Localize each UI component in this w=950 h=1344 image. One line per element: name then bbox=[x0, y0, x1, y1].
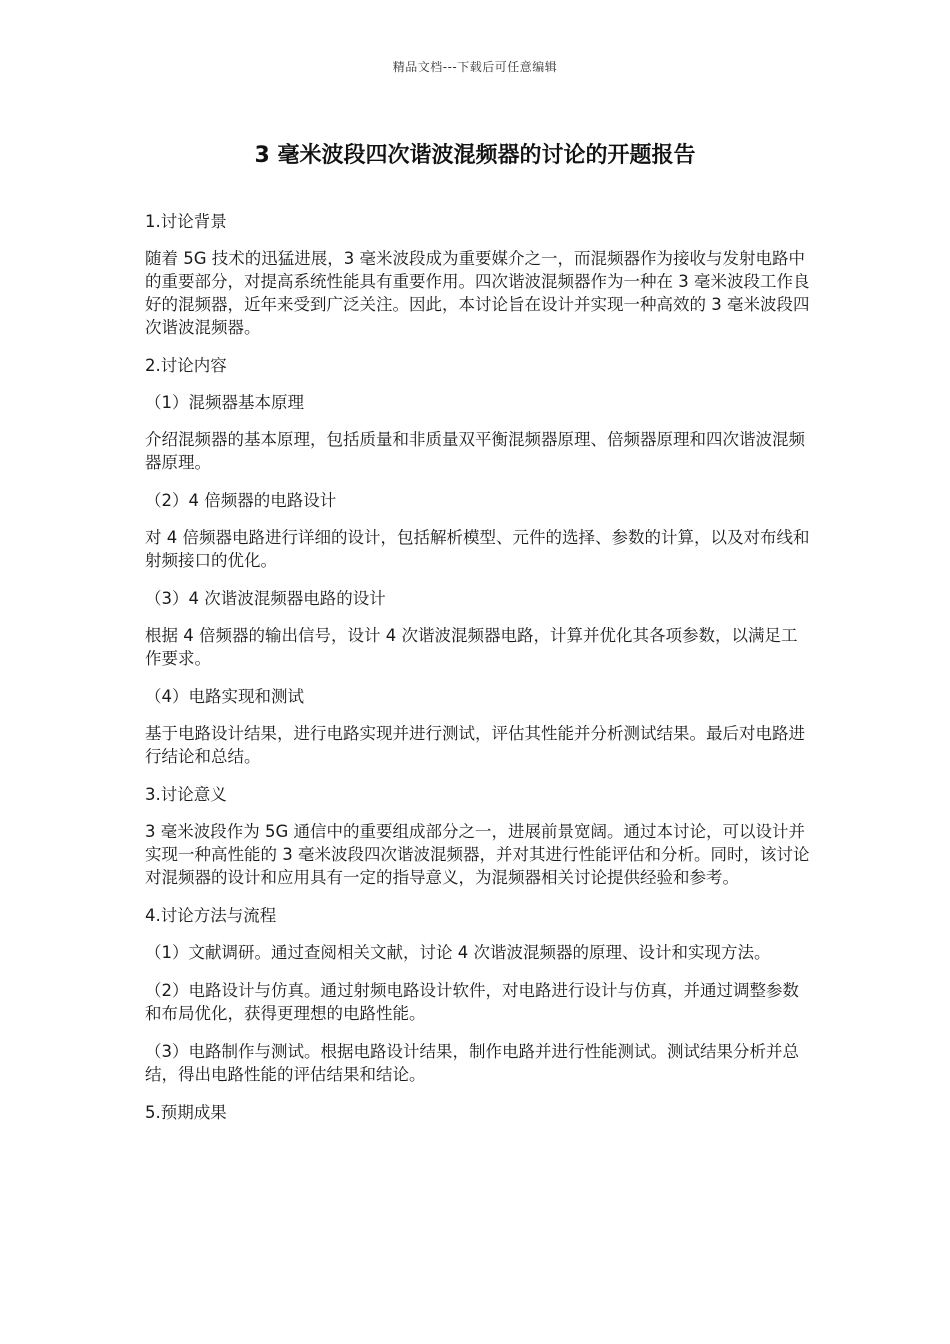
document-body bbox=[145, 210, 810, 1138]
header-note: 精品文档---下载后可任意编辑 bbox=[392, 60, 558, 74]
paragraph-multiplier-design: 对 4 倍频器电路进行详细的设计，包括解析模型、元件的选择、参数的计算，以及对布线和射频接口的优化。 bbox=[145, 528, 810, 570]
paragraph-method-step-1: （1）文献调研。通过查阅相关文献，讨论 4 次谐波混频器的原理、设计和实现方法。 bbox=[145, 943, 771, 962]
section-heading-background: 1.讨论背景 bbox=[145, 212, 227, 231]
paragraph-method-step-3: （3）电路制作与测试。根据电路设计结果，制作电路并进行性能测试。测试结果分析并总结，得出电路性能的评估结果和结论。 bbox=[145, 1042, 799, 1084]
page-title: 3 毫米波段四次谐波混频器的讨论的开题报告 bbox=[254, 143, 696, 168]
section-heading-significance: 3.讨论意义 bbox=[145, 785, 227, 804]
section-heading-methods: 4.讨论方法与流程 bbox=[145, 906, 277, 925]
paragraph-background: 随着 5G 技术的迅猛进展，3 毫米波段成为重要媒介之一，而混频器作为接收与发射电路中的重要部分，对提高系统性能具有重要作用。四次谐波混频器作为一种在 3 毫米波段工作良好的混频器，近年来受到广泛关注。因此，本讨论旨在设计并实现一种高效的 3 毫米波段四次谐波混频器。 bbox=[145, 249, 810, 337]
subheading-multiplier-design: （2）4 倍频器的电路设计 bbox=[145, 491, 337, 510]
subheading-mixer-principle: （1）混频器基本原理 bbox=[145, 393, 304, 412]
subheading-implementation-testing: （4）电路实现和测试 bbox=[145, 687, 304, 706]
paragraph-harmonic-mixer-design: 根据 4 倍频器的输出信号，设计 4 次谐波混频器电路，计算并优化其各项参数，以满足工作要求。 bbox=[145, 626, 798, 668]
section-heading-expected-results: 5.预期成果 bbox=[145, 1103, 227, 1122]
subheading-harmonic-mixer-design: （3）4 次谐波混频器电路的设计 bbox=[145, 589, 386, 608]
paragraph-method-step-2: （2）电路设计与仿真。通过射频电路设计软件，对电路进行设计与仿真，并通过调整参数和布局优化，获得更理想的电路性能。 bbox=[145, 981, 799, 1023]
paragraph-implementation-testing: 基于电路设计结果，进行电路实现并进行测试，评估其性能并分析测试结果。最后对电路进行结论和总结。 bbox=[145, 724, 805, 766]
section-heading-content: 2.讨论内容 bbox=[145, 356, 227, 375]
paragraph-significance: 3 毫米波段作为 5G 通信中的重要组成部分之一，进展前景宽阔。通过本讨论，可以设计并实现一种高性能的 3 毫米波段四次谐波混频器，并对其进行性能评估和分析。同时，该讨论对混频器的设计和应用具有一定的指导意义，为混频器相关讨论提供经验和参考。 bbox=[145, 822, 810, 887]
paragraph-mixer-principle: 介绍混频器的基本原理，包括质量和非质量双平衡混频器原理、倍频器原理和四次谐波混频器原理。 bbox=[145, 430, 805, 472]
